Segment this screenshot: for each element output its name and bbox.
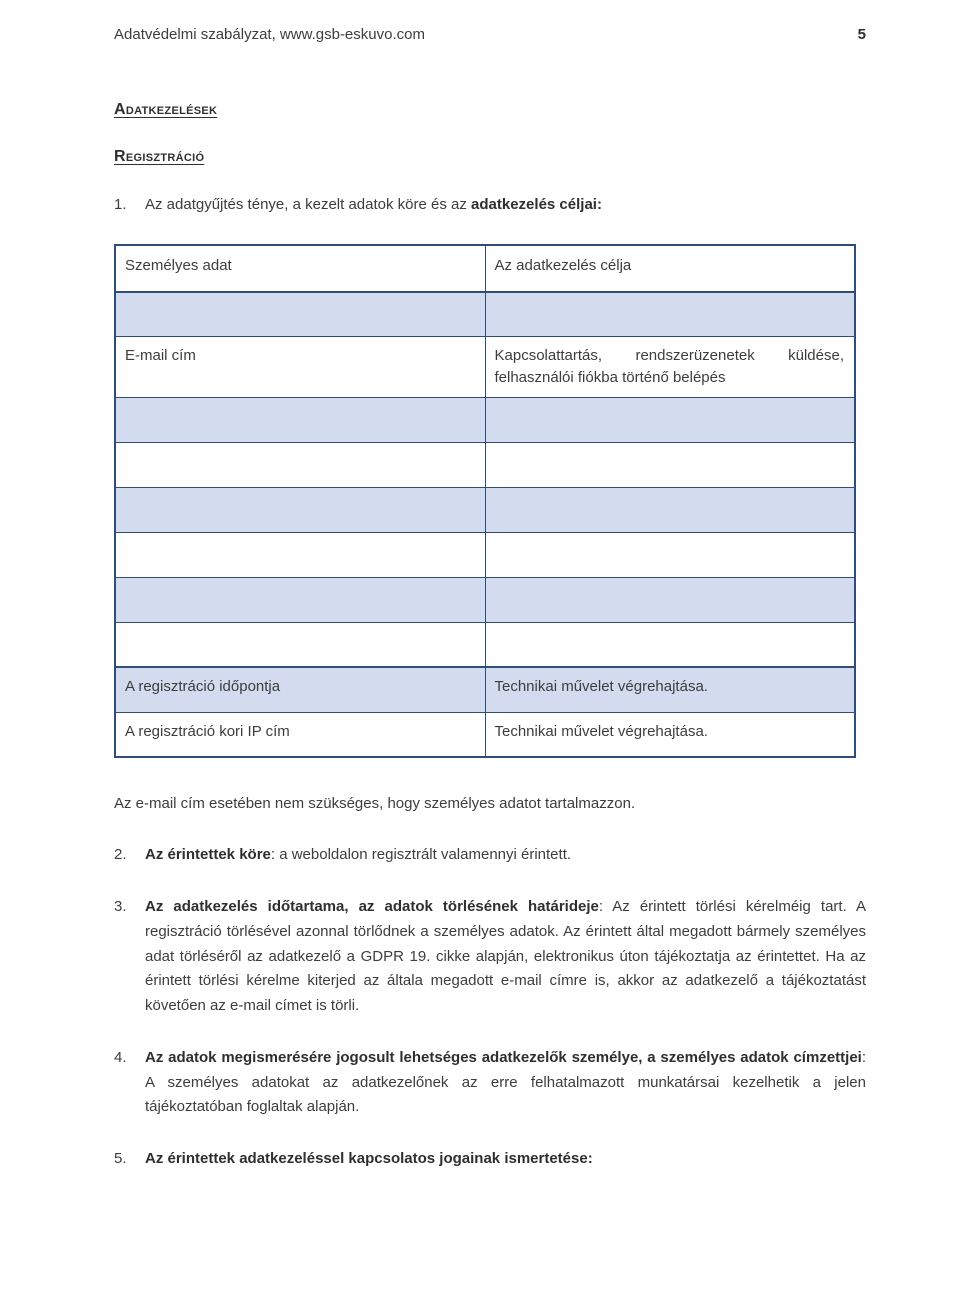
list-item-2 xyxy=(114,843,866,868)
cell-purpose xyxy=(485,292,855,337)
list-item-text xyxy=(145,1046,866,1120)
table-row xyxy=(115,532,855,577)
list-item-4 xyxy=(114,1046,866,1120)
list-item-3 xyxy=(114,895,866,1019)
cell-purpose xyxy=(485,532,855,577)
item5-text: : xyxy=(587,1150,593,1167)
email-note-paragraph: Az e-mail cím esetében nem szükséges, hogy személyes adatot tartalmazzon. xyxy=(114,795,636,813)
cell-personal-data xyxy=(115,532,485,577)
table-row xyxy=(115,622,855,667)
table-row xyxy=(115,442,855,487)
list-number: 3. xyxy=(114,898,127,915)
list-item-text xyxy=(145,1147,866,1172)
cell-personal-data xyxy=(115,622,485,667)
header-title: Adatvédelmi szabályzat, www.gsb-eskuvo.com xyxy=(114,26,425,43)
item1-tail: : xyxy=(596,196,602,213)
cell-personal-data: A regisztráció időpontja xyxy=(115,667,485,712)
list-item-text xyxy=(145,193,866,218)
list-item-text xyxy=(145,895,866,1019)
list-number: 5. xyxy=(114,1150,127,1167)
list-item-text xyxy=(145,843,866,868)
cell-personal-data xyxy=(115,577,485,622)
table-row xyxy=(115,712,855,757)
item4-bold: Az adatok megismerésére jogosult lehetséges adatkezelők személye, a személyes adatok címzettjei xyxy=(145,1048,862,1066)
cell-purpose xyxy=(485,442,855,487)
item3-bold: Az adatkezelés időtartama, az adatok törlésének határideje xyxy=(145,898,599,915)
cell-purpose: Kapcsolattartás, rendszerüzenetek küldése, felhasználói fiókba történő belépés xyxy=(485,337,855,398)
cell-purpose xyxy=(485,487,855,532)
list-item-5 xyxy=(114,1147,866,1172)
list-number: 4. xyxy=(114,1048,127,1066)
cell-purpose xyxy=(485,622,855,667)
cell-personal-data: E-mail cím xyxy=(115,337,485,398)
subsection-heading: Regisztráció xyxy=(114,148,205,165)
item2-text: : a weboldalon regisztrált valamennyi érintett. xyxy=(270,846,572,864)
cell-personal-data xyxy=(115,397,485,442)
list-item-1 xyxy=(114,193,866,218)
list-number: 1. xyxy=(114,196,127,213)
table-header-personal-data: Személyes adat xyxy=(115,245,485,292)
cell-personal-data xyxy=(115,292,485,337)
page-header xyxy=(114,26,866,43)
table-row xyxy=(115,487,855,532)
cell-purpose: Technikai művelet végrehajtása. xyxy=(485,712,855,757)
item4-text: : A személyes adatokat az adatkezelőnek az erre felhatalmazott munkatársai kezelhetik a jelen tájékoztatóban foglaltak alapján. xyxy=(145,1048,866,1116)
item3-text: : Az érintett törlési kérelméig tart. A regisztráció törlésével azonnal törlődnek a személyes adatok. Az érintett által megadott bármely személyes adat törléséről az adatkezelő a GDPR 19. cikke alapján, elektronikus úton tájékoztatja az érintettet. Ha az érintett törlési kérelme kiterjed az általa megadott e-mail címre is, akkor az adatkezelő a tájékoztatást követően az e-mail címet is törli. xyxy=(145,898,867,1014)
table-row xyxy=(115,577,855,622)
cell-purpose: Technikai művelet végrehajtása. xyxy=(485,667,855,712)
table-header-row xyxy=(115,245,855,292)
section-heading: Adatkezelések xyxy=(114,101,218,118)
item5-bold: Az érintettek adatkezeléssel kapcsolatos jogainak ismertetése xyxy=(145,1150,588,1167)
table-row xyxy=(115,337,855,398)
page-number: 5 xyxy=(857,26,866,43)
list-number: 2. xyxy=(114,846,127,864)
item2-bold: Az érintettek köre xyxy=(145,846,271,864)
cell-purpose xyxy=(485,577,855,622)
cell-purpose xyxy=(485,397,855,442)
cell-personal-data xyxy=(115,487,485,532)
item1-lead: Az adatgyűjtés ténye, a kezelt adatok köre és az xyxy=(145,196,472,213)
table-row xyxy=(115,292,855,337)
cell-personal-data xyxy=(115,442,485,487)
table-row xyxy=(115,397,855,442)
data-handling-table xyxy=(114,244,856,759)
table-header-purpose: Az adatkezelés célja xyxy=(485,245,855,292)
item1-bold: adatkezelés céljai xyxy=(471,196,597,213)
cell-personal-data: A regisztráció kori IP cím xyxy=(115,712,485,757)
table-row xyxy=(115,667,855,712)
